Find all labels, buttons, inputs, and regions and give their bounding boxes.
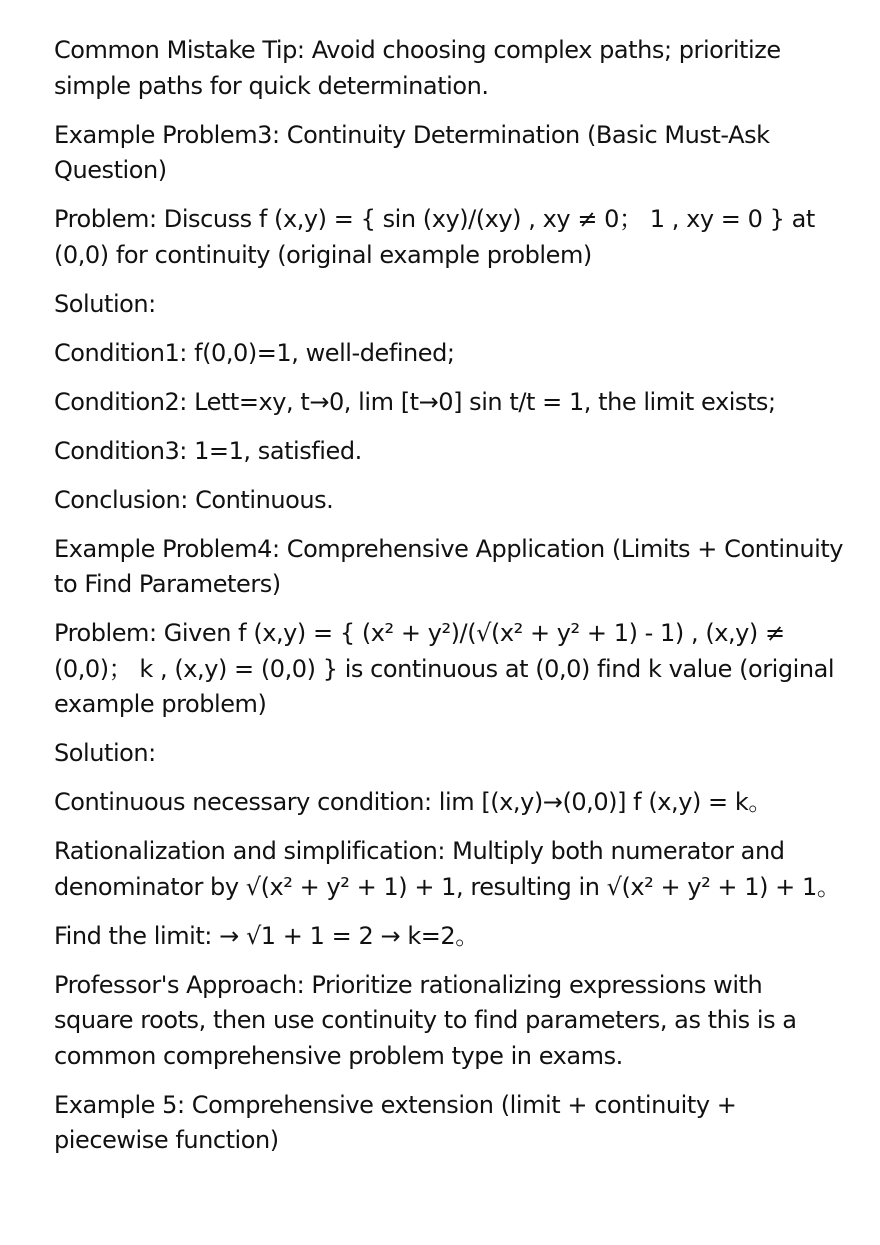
mistake-tip-paragraph: Common Mistake Tip: Avoid choosing complex paths; prioritize simple paths for quick determination. (54, 36, 781, 100)
condition1-line: Condition1: f(0,0)=1, well-defined; (54, 338, 455, 367)
find-limit-line: Find the limit: → √1 + 1 = 2 → k=2。 (54, 921, 479, 950)
rationalization-paragraph: Rationalization and simplification: Multiply both numerator and denominator by √(x² + y² + 1) + 1, resulting in √(x² + y² + 1) + 1。 (54, 837, 841, 901)
necessary-condition-line: Continuous necessary condition: lim [(x,y)→(0,0)] f (x,y) = k。 (54, 788, 772, 816)
example3-heading: Example Problem3: Continuity Determination (Basic Must-Ask Question) (54, 120, 770, 184)
professor-approach-paragraph: Professor's Approach: Prioritize rationalizing expressions with square roots, then use continuity to find parameters, as this is a common comprehensive problem type in exams. (54, 970, 797, 1070)
condition2-line: Condition2: Lett=xy, t→0, lim [t→0] sin t/t = 1, the limit exists; (54, 387, 776, 416)
conclusion-line: Conclusion: Continuous. (54, 485, 334, 514)
example4-problem: Problem: Given f (x,y) = { (x² + y²)/(√(x² + y² + 1) - 1) , (x,y) ≠ (0,0)； k , (x,y) = (0,0) } is continuous at (0,0) find k value (original example problem) (54, 619, 835, 718)
example3-solution-label: Solution: (54, 289, 156, 318)
example4-solution-label: Solution: (54, 739, 156, 767)
document-body (54, 33, 844, 1172)
example3-problem: Problem: Discuss f (x,y) = { sin (xy)/(xy) , xy ≠ 0； 1 , xy = 0 } at (0,0) for continuity (original example problem) (54, 205, 815, 269)
example4-heading: Example Problem4: Comprehensive Application (Limits + Continuity to Find Parameters) (54, 534, 844, 598)
example5-heading: Example 5: Comprehensive extension (limit + continuity + piecewise function) (54, 1090, 737, 1154)
condition3-line: Condition3: 1=1, satisfied. (54, 436, 362, 465)
